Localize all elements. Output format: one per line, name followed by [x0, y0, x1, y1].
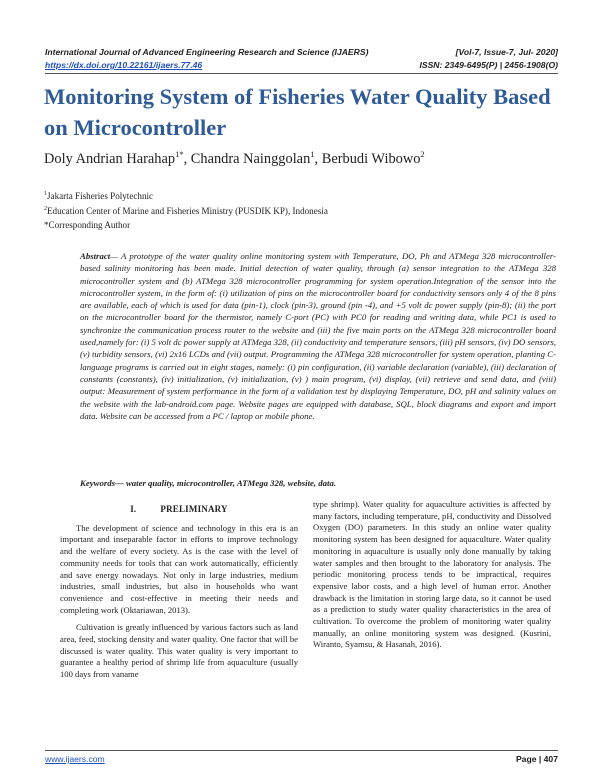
header-rule — [45, 73, 558, 74]
right-column — [313, 499, 551, 657]
author-sup: 1* — [175, 149, 184, 159]
author-name: Chandra Nainggolan — [190, 150, 311, 167]
doi-link[interactable]: https://dx.doi.org/10.22161/ijaers.77.46 — [45, 60, 203, 70]
author-name: Doly Andrian Harahap — [44, 150, 176, 167]
keywords — [80, 478, 560, 488]
affiliation-text: Education Center of Marine and Fisheries Ministry (PUSDIK KP), Indonesia — [47, 206, 328, 217]
affiliation-text: Jakarta Fisheries Polytechnic — [47, 191, 154, 202]
abstract-text: — A prototype of the water quality online monitoring system with Temperature, DO, Ph and ATMega 328 microcontroller-based salinity monitoring has been made. Initial detection of water quality, through (a) sensor integration to the ATMega 328 microcontroller system and (b) ATMega 328 microcontroller programming for system operation.Integration of the sensor into the microcontroller system, in the form of: (i) utilization of pins on the microcontroller board for conductivity sensors only 4 of the 8 pins are available, each of which is used for data (pin-1), clock (pin-3), ground (pin -4), and +5 volt dc power supply (pin-8); (ii) the port on the microcontroller board for the thermistor, namely C-port (PC) with PC0 for reading and writing data, while PC1 is used to synchronize the communication process router to the website and (iii) the five main ports on the ATMega 328 microcontroller board used,namely for: (i) 5 volt dc power supply at ATMega 328, (ii) conductivity and temperature sensors, (iii) pH sensors, (iv) DO sensors, (v) turbidity sensors, (vi) 2x16 LCDs and (vii) output. Programming the ATMega 328 microcontroller for system operation, planting C-language programs is carried out in eight stages, namely: (i) pin configuration, (ii) variable declaration (variable), (iii) declaration of constants (constants), (iv) initialization, (v) initialization, (v) ) main program, (vi) display, (vii) retrieve and send data, and (viii) output: Measurement of system performance in the form of a validation test by displaying Temperature, DO, pH and salinity values on the website with the lab-android.com page. Website pages are equipped with database, SQL, block diagrams and export and import data. Website can be accessed from a PC / laptop or mobile phone. — [80, 251, 556, 421]
section-number: I. — [130, 504, 137, 514]
affiliation — [44, 220, 130, 230]
author-list: Doly Andrian Harahap$^{1*}$, Chandra Nainggolan$^1$, Berbudi Wibowo$^2$ — [44, 149, 425, 167]
affiliation — [44, 206, 328, 216]
affiliation-sup: 2 — [44, 206, 47, 212]
keywords-label: Keywords — [80, 478, 115, 488]
site-link[interactable]: www.ijaers.com — [45, 754, 105, 764]
section-heading — [60, 504, 298, 516]
journal-name: International Journal of Advanced Engineering Research and Science (IJAERS) — [45, 47, 369, 57]
affiliation — [44, 191, 153, 201]
section-title: PRELIMINARY — [160, 504, 228, 514]
author-sup: 2 — [420, 149, 425, 159]
affiliation-text: Corresponding Author — [48, 220, 131, 230]
affiliation-sup: 1 — [44, 191, 47, 197]
paper-title: Monitoring System of Fisheries Water Quality Based on Microcontroller — [44, 84, 551, 140]
affiliation-sup: * — [44, 220, 49, 230]
body-paragraph: type shrimp). Water quality for aquaculture activities is affected by many factors, including temperature, pH, conductivity and Dissolved Oxygen (DO) parameters. In this study an online water quality monitoring system has been designed for aquaculture. Water quality monitoring in aquaculture is usually only done manually by taking water samples and then brought to the laboratory for analysis. The periodic monitoring process tends to be impractical, requires expensive labor costs, and a high level of human error. Another drawback is the limitation in storing large data, so it cannot be used as a prediction to study water quality characteristics in the area of cultivation. To overcome the problem of monitoring water quality manually, an online monitoring system was designed. (Kusrini, Wiranto, Syamsu, & Hasanah, 2016). — [313, 499, 551, 650]
left-column — [60, 499, 298, 687]
abstract-label: Abstract — [80, 251, 111, 261]
author-name: Berbudi Wibowo — [321, 150, 421, 167]
body-paragraph: Cultivation is greatly influenced by various factors such as land area, feed, stocking density and water quality. One factor that will be discussed is water quality. This water quality is very important to guarantee a healthy period of shrimp life from aquaculture (usually 100 days from vaname — [60, 622, 298, 680]
issn: ISSN: 2349-6495(P) | 2456-1908(O) — [419, 60, 558, 70]
footer-rule — [45, 750, 558, 751]
body-paragraph: The development of science and technology in this era is an important and inseparable factor in efforts to improve technology and the welfare of every society. As is the case with the level of community needs for tools that can work automatically, efficiently and save energy nowadays. Not only in large industries, medium industries, small industries, but also in households who want convenience and cost-effective in meeting their needs and completing work (Oktariawan, 2013). — [60, 522, 298, 615]
keywords-text: — water quality, microcontroller, ATMega 328, website, data. — [115, 478, 337, 488]
volume-issue: [Vol-7, Issue-7, Jul- 2020] — [455, 47, 558, 57]
author-sup: 1 — [310, 149, 315, 159]
page-number: Page | 407 — [515, 754, 558, 764]
abstract — [80, 250, 556, 422]
